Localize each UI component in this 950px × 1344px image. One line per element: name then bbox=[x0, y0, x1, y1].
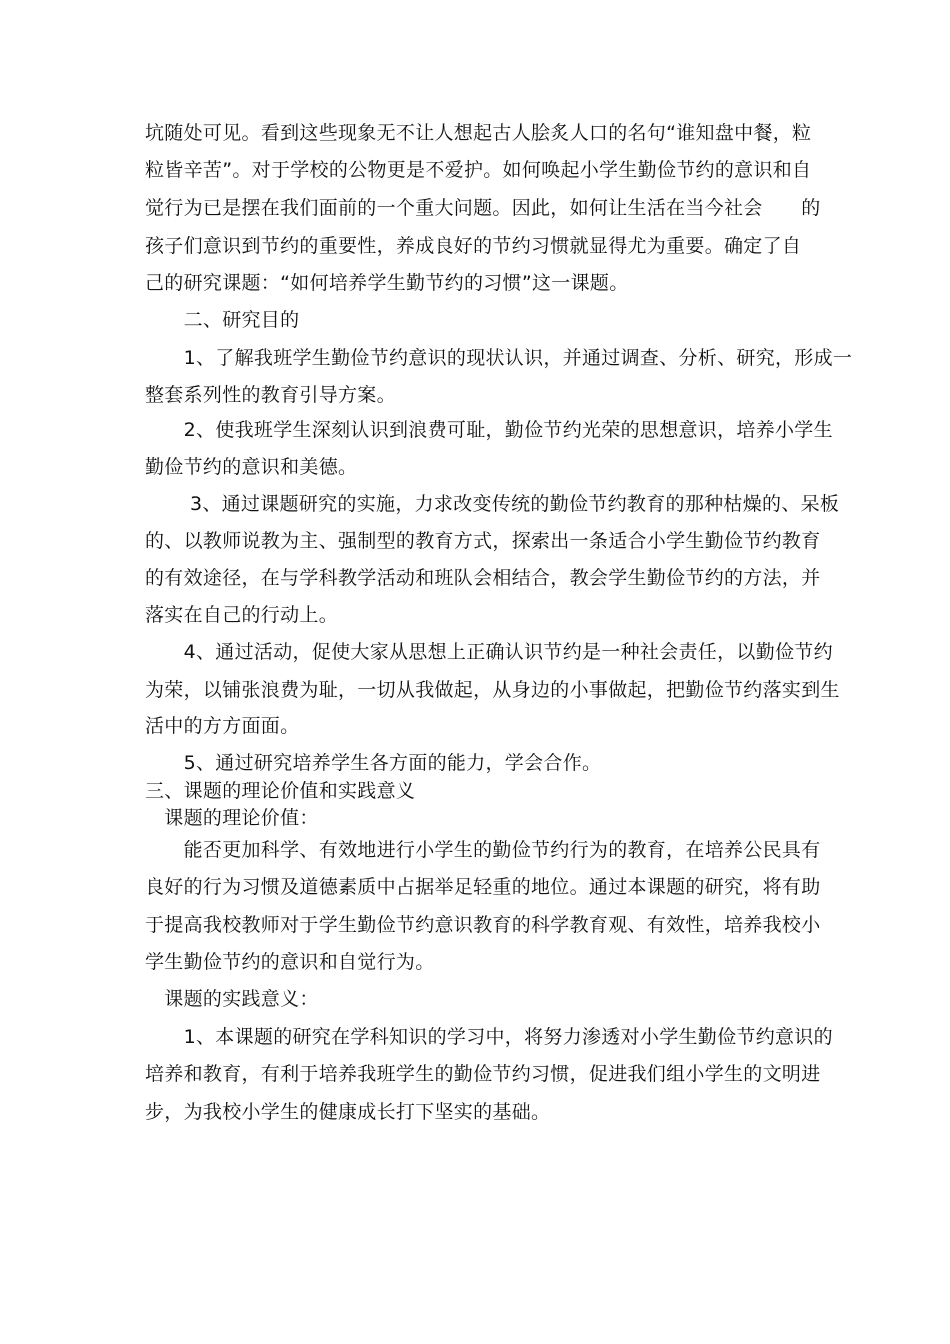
paragraph-line: 孩子们意识到节约的重要性，养成良好的节约习惯就显得尤为重要。确定了自 bbox=[145, 235, 802, 257]
paragraph-line: 1、了解我班学生勤俭节约意识的现状认识，并通过调查、分析、研究，形成一 bbox=[145, 347, 853, 369]
paragraph-line: 良好的行为习惯及道德素质中占据举足轻重的地位。通过本课题的研究，将有助 bbox=[145, 876, 821, 898]
paragraph-line: 整套系列性的教育引导方案。 bbox=[145, 384, 396, 406]
paragraph-line: 于提高我校教师对于学生勤俭节约意识教育的科学教育观、有效性，培养我校小 bbox=[145, 914, 821, 936]
paragraph-line: 活中的方方面面。 bbox=[145, 715, 300, 737]
paragraph-line: 的有效途径，在与学科教学活动和班队会相结合，教会学生勤俭节约的方法，并 bbox=[145, 567, 821, 589]
paragraph-line: 为荣，以铺张浪费为耻，一切从我做起，从身边的小事做起，把勤俭节约落实到生 bbox=[145, 679, 840, 701]
paragraph-line: 2、使我班学生深刻认识到浪费可耻，勤俭节约光荣的思想意识，培养小学生 bbox=[145, 419, 833, 441]
paragraph-line: 落实在自己的行动上。 bbox=[145, 604, 339, 626]
paragraph-line: 勤俭节约的意识和美德。 bbox=[145, 456, 358, 478]
paragraph-line: 能否更加科学、有效地进行小学生的勤俭节约行为的教育，在培养公民具有 bbox=[145, 839, 821, 861]
paragraph-line: 3、通过课题研究的实施，力求改变传统的勤俭节约教育的那种枯燥的、呆板 bbox=[145, 493, 840, 515]
section-heading: 二、研究目的 bbox=[145, 309, 300, 331]
paragraph-line: 1、本课题的研究在学科知识的学习中，将努力渗透对小学生勤俭节约意识的 bbox=[145, 1026, 833, 1048]
paragraph-line: 的、以教师说教为主、强制型的教育方式，探索出一条适合小学生勤俭节约教育 bbox=[145, 530, 821, 552]
paragraph-line: 5、通过研究培养学生各方面的能力，学会合作。 bbox=[145, 752, 602, 774]
paragraph-line: 觉行为已是摆在我们面前的一个重大问题。因此，如何让生活在当今社会 的 bbox=[145, 197, 821, 219]
subsection-heading: 课题的实践意义： bbox=[145, 988, 319, 1010]
paragraph-line: 培养和教育，有利于培养我班学生的勤俭节约习惯，促进我们组小学生的文明进 bbox=[145, 1063, 821, 1085]
paragraph-line: 己的研究课题：“如何培养学生勤节约的习惯”这一课题。 bbox=[145, 272, 629, 294]
paragraph-line: 4、通过活动，促使大家从思想上正确认识节约是一种社会责任，以勤俭节约 bbox=[145, 641, 833, 663]
subsection-heading: 课题的理论价值： bbox=[145, 807, 319, 829]
paragraph-line: 坑随处可见。看到这些现象无不让人想起古人脍炙人口的名句“谁知盘中餐，粒 bbox=[145, 122, 812, 144]
paragraph-line: 学生勤俭节约的意识和自觉行为。 bbox=[145, 951, 435, 973]
section-heading: 三、课题的理论价值和实践意义 bbox=[145, 780, 416, 802]
paragraph-line: 粒皆辛苦”。对于学校的公物更是不爱护。如何唤起小学生勤俭节约的意识和自 bbox=[145, 159, 812, 181]
paragraph-line: 步，为我校小学生的健康成长打下坚实的基础。 bbox=[145, 1101, 551, 1123]
